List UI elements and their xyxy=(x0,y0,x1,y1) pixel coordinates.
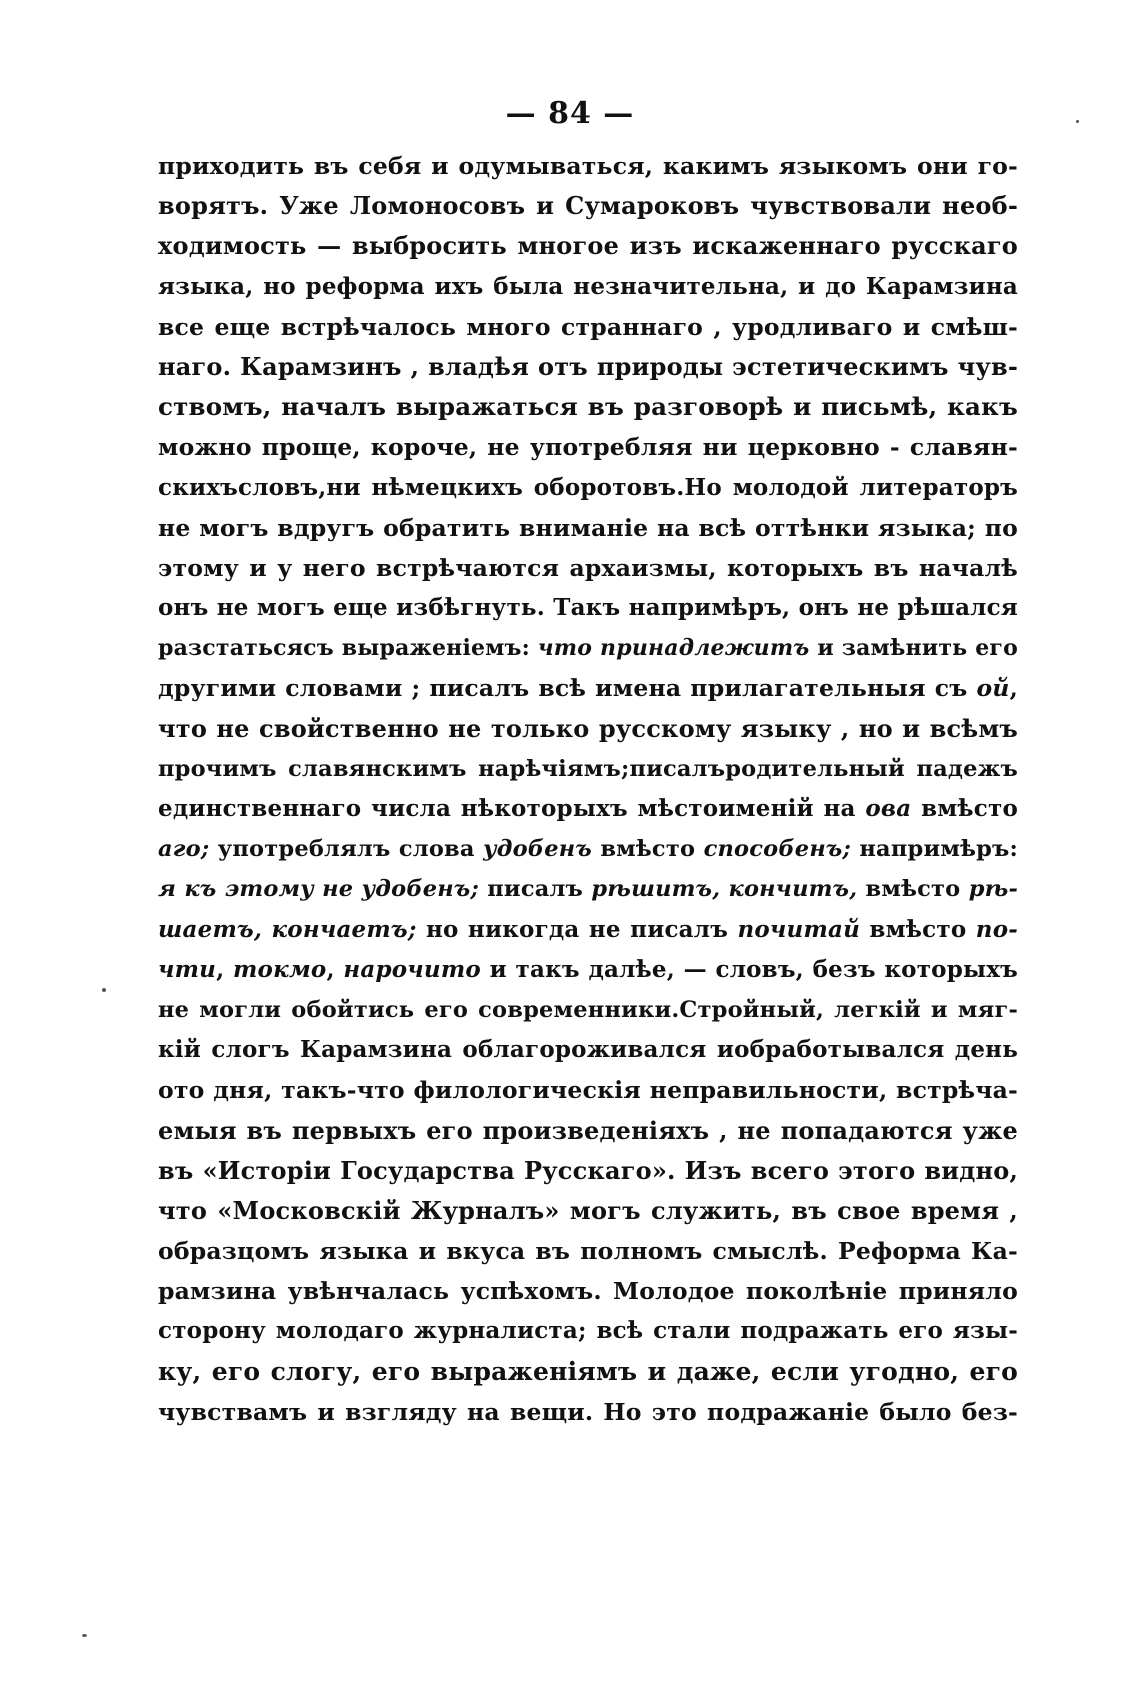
text-line xyxy=(158,267,1018,307)
italic-text: аго; xyxy=(158,836,210,863)
text-line xyxy=(158,869,1018,909)
text-line xyxy=(158,226,1018,266)
text-segment: вмѣсто xyxy=(857,876,969,903)
text-segment: напримѣръ: xyxy=(850,836,1018,863)
italic-text: токмо xyxy=(233,955,327,983)
text-segment: кій слогъ Карамзина облагороживался иобработывался день xyxy=(158,1036,1018,1064)
text-line xyxy=(158,307,1018,347)
text-segment: можно проще, короче, не употребляя ни церковно - славян- xyxy=(158,433,1018,462)
text-line xyxy=(158,1271,1018,1311)
print-speck xyxy=(82,1634,87,1637)
text-segment: языка, но реформа ихъ была незначительна, и до Карамзина xyxy=(158,272,1018,300)
text-segment: скихъсловъ,ни нѣмецкихъ оборотовъ.Но молодой литераторъ xyxy=(158,473,1018,501)
text-segment: сторону молодаго журналиста; всѣ стали подражать его язы- xyxy=(158,1317,1018,1345)
text-segment: но никогда не писалъ xyxy=(416,915,738,943)
italic-text: шаетъ, кончаетъ; xyxy=(158,915,417,943)
text-segment: не могъ вдругъ обратить вниманіе на всѣ оттѣнки языка; по xyxy=(158,513,1018,542)
text-line xyxy=(158,749,1018,789)
text-segment: вмѣсто xyxy=(860,915,976,943)
text-segment: писалъ xyxy=(478,876,592,903)
text-segment: ку, его слогу, его выраженіямъ и даже, если угодно, его xyxy=(158,1356,1018,1386)
text-segment: въ «Исторіи Государства Русскаго». Изъ всего этого видно, xyxy=(158,1155,1018,1185)
text-line xyxy=(158,588,1018,628)
text-segment: ствомъ, началъ выражаться въ разговорѣ и письмѣ, какъ xyxy=(158,392,1018,422)
text-segment: что не свойственно не только русскому языку , но и всѣмъ xyxy=(158,713,1018,743)
text-line xyxy=(158,950,1018,990)
text-line xyxy=(158,1030,1018,1070)
text-segment: ворятъ. Уже Ломоносовъ и Сумароковъ чувствовали необ- xyxy=(158,191,1018,221)
text-line xyxy=(158,1352,1018,1392)
text-line xyxy=(158,1111,1018,1151)
text-segment: емыя въ первыхъ его произведеніяхъ , не попадаются уже xyxy=(158,1115,1018,1145)
italic-text: рѣшитъ, кончитъ, xyxy=(591,876,858,903)
text-segment: этому и у него встрѣчаются архаизмы, которыхъ въ началѣ xyxy=(158,553,1018,582)
italic-text: я къ этому не удобенъ; xyxy=(158,876,479,903)
italic-text: чти xyxy=(158,955,217,983)
text-line xyxy=(158,1392,1018,1432)
body-text xyxy=(158,146,1018,1432)
text-segment: ото дня, такъ-что филологическія неправильности, встрѣча- xyxy=(158,1076,1018,1105)
text-segment: другими словами ; писалъ всѣ имена прилагательныя съ xyxy=(158,674,977,703)
text-segment: употреблялъ слова xyxy=(209,836,484,863)
text-line xyxy=(158,910,1018,950)
text-segment: приходить въ себя и одумываться, какимъ языкомъ они го- xyxy=(158,152,1018,180)
text-segment: чувствамъ и взгляду на вещи. Но это подражаніе было без- xyxy=(158,1397,1018,1426)
text-line xyxy=(158,1311,1018,1351)
page-number: — 84 — xyxy=(505,96,635,131)
text-segment: прочимъ славянскимъ нарѣчіямъ;писалъродительный падежъ xyxy=(158,755,1018,782)
text-line xyxy=(158,789,1018,829)
text-line xyxy=(158,628,1018,668)
text-segment: , xyxy=(326,955,344,983)
italic-text: рѣ- xyxy=(968,876,1018,903)
text-segment: единственнаго числа нѣкоторыхъ мѣстоименій на xyxy=(158,795,866,822)
print-speck xyxy=(102,988,106,992)
italic-text: ова xyxy=(865,795,912,822)
text-segment: и замѣнить его xyxy=(809,635,1018,662)
text-segment: вмѣсто xyxy=(911,795,1018,822)
print-speck xyxy=(1076,120,1079,123)
text-line xyxy=(158,1191,1018,1231)
text-segment: не могли обойтись его современники.Стройный, легкій и мяг- xyxy=(158,996,1018,1023)
text-segment: ходимость — выбросить многое изъ искаженнаго русскаго xyxy=(158,231,1018,261)
text-segment: , xyxy=(1009,674,1018,703)
text-segment: все еще встрѣчалось много страннаго , уродливаго и смѣш- xyxy=(158,312,1018,341)
text-line xyxy=(158,548,1018,588)
text-segment: образцомъ языка и вкуса въ полномъ смыслѣ. Реформа Ка- xyxy=(158,1237,1018,1266)
text-segment: наго. Карамзинъ , владѣя отъ природы эстетическимъ чув- xyxy=(158,351,1018,381)
text-segment: онъ не могъ еще избѣгнуть. Такъ напримѣръ, онъ не рѣшался xyxy=(158,594,1018,622)
text-segment: что «Московскій Журналъ» могъ служить, въ свое время , xyxy=(158,1195,1018,1225)
italic-text: по- xyxy=(975,915,1018,943)
text-line xyxy=(158,508,1018,548)
italic-text: удобенъ xyxy=(483,836,592,863)
text-line xyxy=(158,709,1018,749)
italic-text: нарочито xyxy=(343,955,481,983)
text-line xyxy=(158,468,1018,508)
text-segment: рамзина увѣнчалась успѣхомъ. Молодое поколѣніе приняло xyxy=(158,1277,1018,1306)
text-line xyxy=(158,1070,1018,1110)
text-line xyxy=(158,427,1018,467)
italic-text: что принадлежитъ xyxy=(537,635,810,662)
text-line xyxy=(158,387,1018,427)
text-line xyxy=(158,347,1018,387)
text-segment: разстатьсясъ выраженіемъ: xyxy=(158,635,538,662)
text-segment: вмѣсто xyxy=(591,836,704,863)
text-line xyxy=(158,146,1018,186)
text-line xyxy=(158,990,1018,1030)
text-line xyxy=(158,829,1018,869)
text-segment: , xyxy=(216,955,234,983)
italic-text: почитай xyxy=(737,915,861,943)
italic-text: способенъ; xyxy=(703,836,851,863)
italic-text: ой xyxy=(976,674,1010,703)
text-line xyxy=(158,668,1018,708)
text-line xyxy=(158,1151,1018,1191)
text-line xyxy=(158,186,1018,226)
text-line xyxy=(158,1231,1018,1271)
text-segment: и такъ далѣе, — словъ, безъ которыхъ xyxy=(480,955,1018,983)
